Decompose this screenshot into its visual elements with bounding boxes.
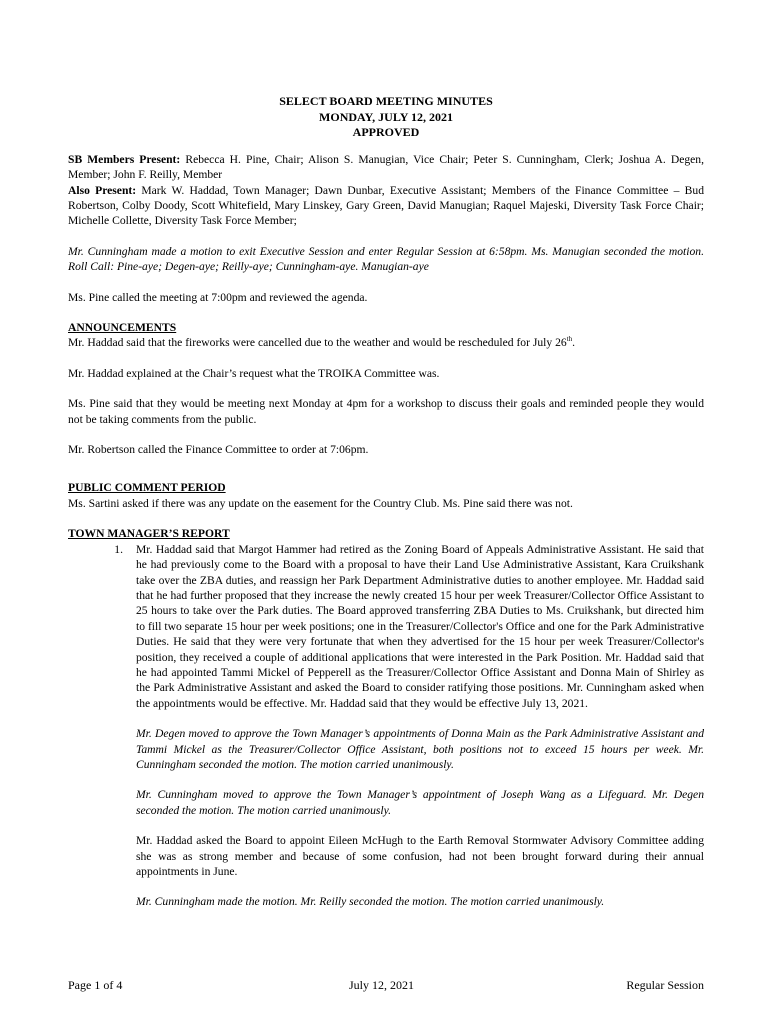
meeting-date: MONDAY, JULY 12, 2021 xyxy=(319,109,453,124)
also-present-list: Mark W. Haddad, Town Manager; Dawn Dunbar, Executive Assistant; Members of the Finance Committee – Bud Robertson, Colby Doody, Scott Whitefield, Mary Linskey, Gary Green, David Manugian; Raquel Majeski, Diversity Task Force Chair; Michelle Collette, Diversity Task Force Member; xyxy=(68,183,704,228)
town-manager-report-section xyxy=(68,526,704,910)
members-present-label: SB Members Present: xyxy=(68,152,181,166)
report-item xyxy=(68,542,704,711)
document-title: SELECT BOARD MEETING MINUTES xyxy=(279,94,493,108)
public-comment-heading: PUBLIC COMMENT PERIOD xyxy=(68,481,226,495)
ordinal-suffix: th xyxy=(566,335,573,344)
also-present-label: Also Present: xyxy=(68,183,137,197)
approval-status: APPROVED xyxy=(352,125,420,140)
public-comment-section xyxy=(68,480,704,511)
page-footer xyxy=(68,978,704,993)
announcement-troika: Mr. Haddad explained at the Chair’s request what the TROIKA Committee was. xyxy=(68,366,440,380)
footer-page-number: Page 1 of 4 xyxy=(68,978,123,992)
public-comment-paragraph: Ms. Sartini asked if there was any update on the easement for the Country Club. Ms. Pine said there was not. xyxy=(68,496,573,510)
report-item-text: Mr. Haddad said that Margot Hammer had retired as the Zoning Board of Appeals Administrative Assistant. He said that he had previously come to the Board with a proposal to have their Land Use Administrative Assistant, Kara Cruikshank take over the ZBA duties, and reassign her Park Department Administrative duties to another employee. Mr. Haddad said that he had further proposed that they increase the newly created 15 hour per week Treasurer/Collector Office Assistant to 25 hours to take over the Park duties. The Board approved transferring ZBA Duties to Ms. Cruikshank, but directed him to fill two separate 15 hour per week positions; one in the Treasurer/Collector's Office and one for the Park Administrative Duties. He said that they were very fortunate that when they advertised for the 15 hour per week Treasurer/Collector's position, they received a couple of additional applications that were interested in the Park Position. Mr. Haddad said that he had appointed Tammi Mickel of Pepperell as the Treasurer/Collector Office Assistant and Donna Main of Shirley as the Park Administrative Assistant and asked the Board to consider ratifying those positions. Mr. Cunningham asked when the appointments would be effective. Mr. Haddad said that they would be effective July 13, 2021. xyxy=(136,542,704,710)
appointment-motion-park-treasurer: Mr. Degen moved to approve the Town Manager’s appointments of Donna Main as the Park Administrative Assistant and Tammi Mickel as the Treasurer/Collector Office Assistant, both positions not to exceed 15 hours per week. Mr. Cunningham seconded the motion. The motion carried unanimously. xyxy=(136,727,704,771)
announcement-finance-committee: Mr. Robertson called the Finance Committee to order at 7:06pm. xyxy=(68,443,369,457)
announcements-section xyxy=(68,320,704,457)
announcement-fireworks-text: Mr. Haddad said that the fireworks were cancelled due to the weather and would be rescheduled for July 26 xyxy=(68,336,567,350)
footer-date: July 12, 2021 xyxy=(349,978,415,992)
report-list xyxy=(68,542,704,711)
appointment-motion-lifeguard: Mr. Cunningham moved to approve the Town Manager’s appointment of Joseph Wang as a Lifeguard. Mr. Degen seconded the motion. The motion carried unanimously. xyxy=(136,788,704,817)
mchugh-motion: Mr. Cunningham made the motion. Mr. Reilly seconded the motion. The motion carried unanimously. xyxy=(136,895,605,909)
document-page xyxy=(68,94,704,925)
document-title-block xyxy=(68,94,704,141)
mchugh-appointment-paragraph: Mr. Haddad asked the Board to appoint Eileen McHugh to the Earth Removal Stormwater Advisory Committee adding she was as strong member and because of some confusion, had not been brought forward during their annual appointments in June. xyxy=(136,834,704,878)
meeting-called-paragraph: Ms. Pine called the meeting at 7:00pm and reviewed the agenda. xyxy=(68,290,368,304)
town-manager-report-heading: TOWN MANAGER’S REPORT xyxy=(68,527,230,541)
attendance-block xyxy=(68,152,704,229)
executive-session-motion: Mr. Cunningham made a motion to exit Executive Session and enter Regular Session at 6:58pm. Ms. Manugian seconded the motion. Roll Call: Pine-aye; Degen-aye; Reilly-aye; Cunningham-aye. Manugian-aye xyxy=(68,244,704,274)
members-present-list: Rebecca H. Pine, Chair; Alison S. Manugian, Vice Chair; Peter S. Cunningham, Clerk; Joshua A. Degen, Member; John F. Reilly, Member xyxy=(68,152,705,182)
announcement-workshop: Ms. Pine said that they would be meeting next Monday at 4pm for a workshop to discuss their goals and reminded people they would not be taking comments from the public. xyxy=(68,397,704,426)
report-item-number: 1. xyxy=(114,542,123,556)
footer-session: Regular Session xyxy=(626,978,704,992)
announcement-fireworks-end: . xyxy=(572,336,576,350)
announcements-heading: ANNOUNCEMENTS xyxy=(68,321,177,335)
announcement-fireworks xyxy=(68,335,704,350)
